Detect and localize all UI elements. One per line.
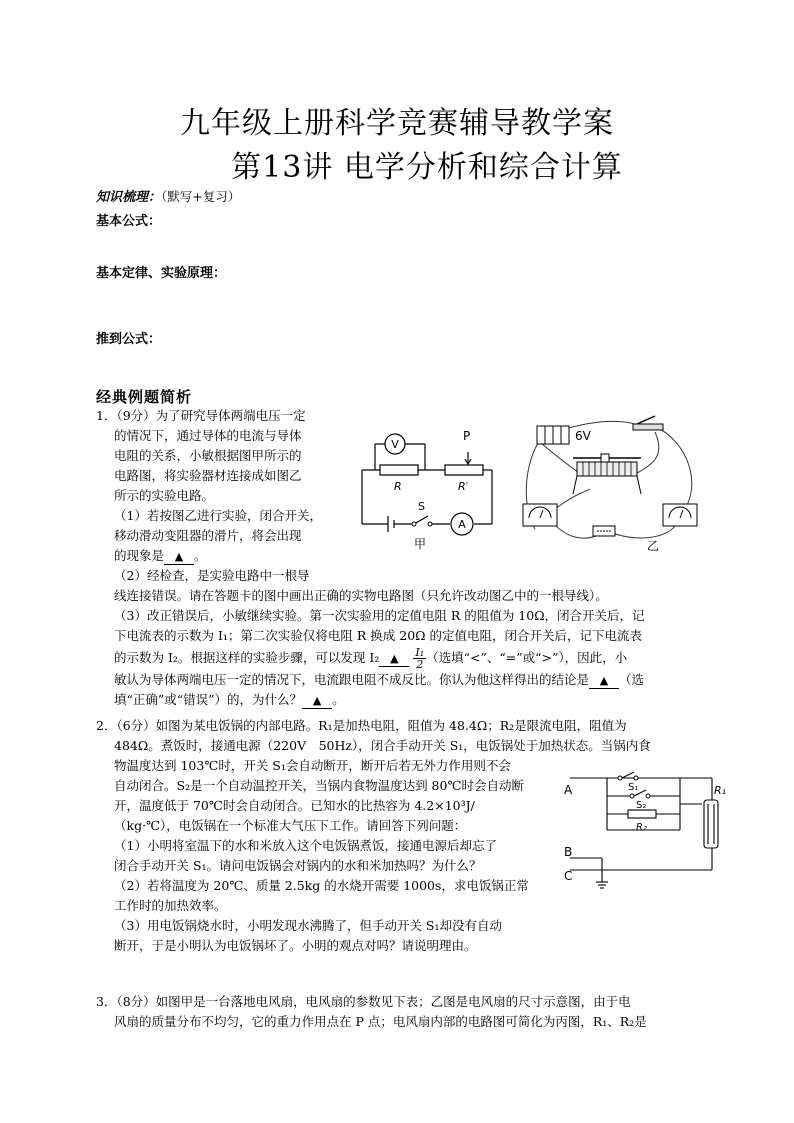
q2-line: （1）小明将室温下的水和米放入这个电饭锅煮饭，接通电源后却忘了 bbox=[114, 838, 497, 853]
answer-blank: ▲ bbox=[164, 550, 194, 565]
knowledge-heading: 知识梳理： bbox=[96, 190, 162, 205]
q1-text-part: 的现象是 bbox=[114, 548, 165, 563]
q3-line: 风扇的质量分布不均匀，它的重力作用点在 P 点；电风扇内部的电路图可简化为丙图，R₁、R₂是 bbox=[114, 1014, 647, 1029]
basic-formula-label: 基本公式： bbox=[96, 214, 162, 229]
q2-line: 物温度达到 103℃时，开关 S₁会自动断开，断开后若无外力作用则不会 bbox=[114, 758, 511, 773]
switch-s2-label: S₂ bbox=[636, 800, 647, 811]
q2-line: （kg·℃），电饭锅在一个标准大气压下工作。请回答下列问题： bbox=[114, 818, 467, 833]
terminal-b-label: B bbox=[564, 845, 573, 859]
examples-heading: 经典例题简析 bbox=[96, 388, 193, 406]
q2-line: 开，温度低于 70℃时会自动闭合。已知水的比热容为 4.2×10³J/ bbox=[114, 798, 475, 813]
q1-line: 移动滑动变阻器的滑片，将会出现 bbox=[114, 528, 302, 543]
answer-blank: ▲ bbox=[589, 674, 619, 689]
page-title: 九年级上册科学竞赛辅导教学案 bbox=[180, 106, 614, 141]
q1-text-part: 。 bbox=[332, 692, 345, 707]
q2-line: （3）用电饭锅烧水时，小明发现水沸腾了，但手动开关 S₁却没有自动 bbox=[114, 918, 503, 933]
q3-text bbox=[96, 992, 647, 1032]
q3-line: 3．（8分）如图甲是一台落地电风扇，电风扇的参数见下表；乙图是电风扇的尺寸示意图，由于电 bbox=[96, 994, 631, 1009]
switch-icon bbox=[633, 416, 663, 430]
q1-text-part: （选 bbox=[619, 672, 645, 687]
q2-line: 2．（6分）如图为某电饭锅的内部电路。R₁是加热电阻，阻值为 48.4Ω；R₂是限流电阻，阻值为 bbox=[96, 718, 627, 733]
knowledge-note: （默写+复习） bbox=[161, 189, 241, 204]
q1-line: （2）经检查，是实验电路中一根导 bbox=[114, 568, 310, 583]
figure-label-jia: 甲 bbox=[414, 537, 427, 551]
voltmeter-device-icon bbox=[523, 504, 557, 526]
q2-line: 自动闭合。S₂是一个自动温控开关，当锅内食物温度达到 80℃时会自动断 bbox=[114, 778, 524, 793]
resistor-device-icon bbox=[593, 526, 615, 536]
q1-text-part: 敏认为导体两端电压一定的情况下，电流跟电阻不成反比。你认为他这样得出的结论是 bbox=[114, 672, 590, 687]
rice-cooker-circuit bbox=[562, 770, 732, 900]
physical-circuit-yi bbox=[515, 414, 705, 554]
q1-line: 1．（9分）为了研究导体两端电压一定 bbox=[96, 408, 306, 423]
q1-text-part: 填“正确”或“错误”）的，为什么？ bbox=[114, 692, 303, 707]
terminal-c-label: C bbox=[564, 869, 573, 883]
q1-line: 所示的实验电路。 bbox=[114, 488, 215, 503]
rheostat-label: R′ bbox=[458, 480, 469, 493]
figure-label-yi: 乙 bbox=[647, 539, 660, 553]
q1-line-15 bbox=[96, 690, 645, 710]
fraction-denominator: 2 bbox=[416, 658, 424, 671]
q1-text-part: 。 bbox=[194, 548, 207, 563]
knowledge-heading-row bbox=[96, 186, 240, 207]
battery-voltage-label: 6V bbox=[575, 429, 591, 443]
q1-line: （3）改正错误后，小敏继续实验。第一次实验用的定值电阻 R 的阻值为 10Ω，闭合开关后，记 bbox=[114, 608, 645, 623]
fraction-i1-over-2 bbox=[413, 647, 426, 670]
terminal-a-label: A bbox=[564, 783, 573, 797]
q2-line: 484Ω。煮饭时，接通电源（220V 50Hz），闭合手动开关 S₁，电饭锅处于加热状态。当锅内食 bbox=[114, 738, 651, 753]
q1-line: 电阻的关系，小敏根据图甲所示的 bbox=[114, 448, 302, 463]
ammeter-label: A bbox=[458, 518, 466, 531]
slider-label-p: P bbox=[463, 429, 471, 443]
ammeter-device-icon bbox=[663, 504, 697, 526]
circuit-diagram-jia bbox=[350, 424, 510, 554]
switch-s1-label: S₁ bbox=[628, 782, 639, 793]
switch-label-s: S bbox=[418, 500, 425, 513]
answer-blank: ▲ bbox=[379, 652, 409, 667]
q1-line: 线连接错误。请在答题卡的图中画出正确的实物电路图（只允许改动图乙中的一根导线）。 bbox=[114, 588, 608, 603]
laws-label: 基本定律、实验原理： bbox=[96, 266, 227, 281]
q1-text-part: （选填“<”、“=”或“>”），因此，小 bbox=[426, 650, 628, 665]
q1-line: 电路图，将实验器材连接成如图乙 bbox=[114, 468, 302, 483]
resistor-label-r: R bbox=[394, 480, 402, 493]
resistor-r2-label: R₂ bbox=[636, 822, 647, 833]
q1-line-14 bbox=[96, 670, 645, 690]
q1-line: 下电流表的示数为 I₁；第二次实验仅将电阻 R 换成 20Ω 的定值电阻，闭合开关后，记下电流表 bbox=[114, 628, 642, 643]
q2-line: 工作时的加热效率。 bbox=[114, 898, 227, 913]
derived-formula-label: 推到公式： bbox=[96, 332, 162, 347]
fraction-numerator: I₁ bbox=[415, 646, 425, 659]
q2-line: 闭合手动开关 S₁。请问电饭锅会对锅内的水和米加热吗？为什么？ bbox=[114, 858, 482, 873]
q1-line: （1）若按图乙进行实验，闭合开关， bbox=[114, 508, 322, 523]
q2-line: （2）若将温度为 20℃、质量 2.5kg 的水烧开需要 1000s，求电饭锅正常 bbox=[114, 878, 529, 893]
q1-line: 的情况下，通过导体的电流与导体 bbox=[114, 428, 302, 443]
rheostat-icon bbox=[573, 454, 641, 494]
q2-line: 断开，于是小明认为电饭锅坏了。小明的观点对吗？请说明理由。 bbox=[114, 938, 477, 953]
lesson-subtitle: 第13讲 电学分析和综合计算 bbox=[231, 150, 623, 185]
q1-text-part: 的示数为 I₂。根据这样的实验步骤，可以发现 I₂ bbox=[114, 650, 380, 665]
voltmeter-label: V bbox=[391, 438, 399, 451]
q1-line-13 bbox=[96, 646, 645, 670]
answer-blank: ▲ bbox=[302, 694, 332, 709]
resistor-r1-label: R₁ bbox=[714, 784, 727, 797]
battery-icon bbox=[537, 426, 569, 444]
